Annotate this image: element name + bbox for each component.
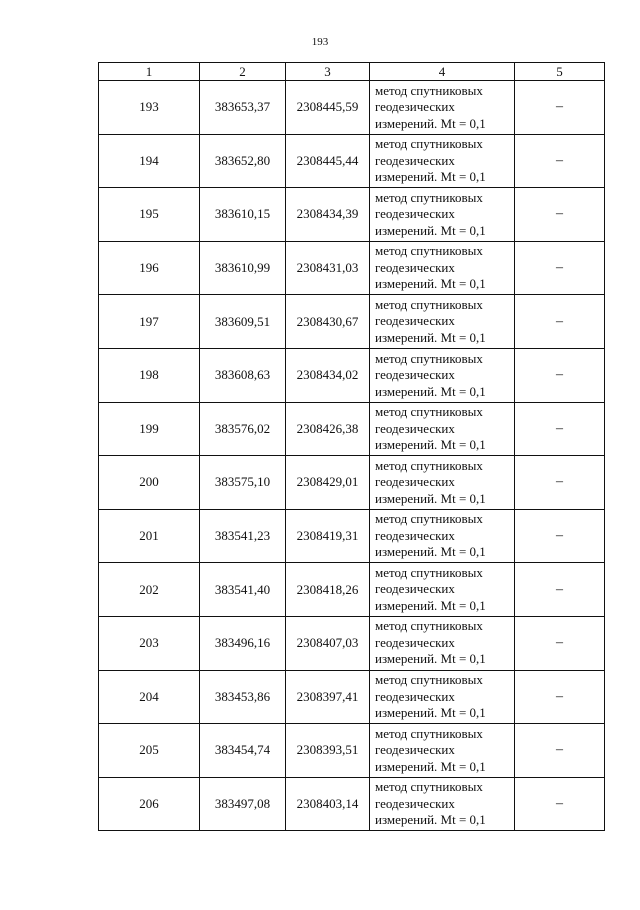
method-text-line: измерений. Mt = 0,1 xyxy=(375,383,486,399)
method-cell xyxy=(370,724,515,778)
method-cell xyxy=(370,456,515,510)
x-coordinate-cell: 383608,63 xyxy=(200,348,286,402)
note-cell: – xyxy=(515,295,605,349)
note-cell: – xyxy=(515,81,605,135)
y-coordinate-cell: 2308407,03 xyxy=(286,616,370,670)
method-cell xyxy=(370,777,515,831)
point-number-cell: 203 xyxy=(99,616,200,670)
method-text-line: измерений. Mt = 0,1 xyxy=(375,597,486,613)
note-cell: – xyxy=(515,616,605,670)
method-cell xyxy=(370,670,515,724)
table-row xyxy=(99,616,605,670)
table-row xyxy=(99,777,605,831)
point-number-cell: 206 xyxy=(99,777,200,831)
table-row xyxy=(99,670,605,724)
y-coordinate-cell: 2308426,38 xyxy=(286,402,370,456)
point-number-cell: 195 xyxy=(99,188,200,242)
x-coordinate-cell: 383497,08 xyxy=(200,777,286,831)
method-text-line: метод спутниковых xyxy=(375,779,483,795)
method-text-line: метод спутниковых xyxy=(375,725,483,741)
note-cell: – xyxy=(515,134,605,188)
y-coordinate-cell: 2308418,26 xyxy=(286,563,370,617)
column-header-note: 5 xyxy=(515,63,605,81)
method-text-line: геодезических xyxy=(375,527,455,543)
table-header-row xyxy=(99,63,605,81)
method-text-line: измерений. Mt = 0,1 xyxy=(375,758,486,774)
x-coordinate-cell: 383576,02 xyxy=(200,402,286,456)
method-cell xyxy=(370,188,515,242)
method-text-line: метод спутниковых xyxy=(375,564,483,580)
y-coordinate-cell: 2308431,03 xyxy=(286,241,370,295)
table-row xyxy=(99,456,605,510)
x-coordinate-cell: 383454,74 xyxy=(200,724,286,778)
method-text-line: метод спутниковых xyxy=(375,404,483,420)
y-coordinate-cell: 2308393,51 xyxy=(286,724,370,778)
table-body xyxy=(99,81,605,831)
x-coordinate-cell: 383653,37 xyxy=(200,81,286,135)
y-coordinate-cell: 2308429,01 xyxy=(286,456,370,510)
note-cell: – xyxy=(515,456,605,510)
point-number-cell: 194 xyxy=(99,134,200,188)
page-number: 193 xyxy=(311,36,329,48)
table-row xyxy=(99,402,605,456)
method-text-line: геодезических xyxy=(375,634,455,650)
method-text-line: геодезических xyxy=(375,420,455,436)
table-row xyxy=(99,724,605,778)
method-text-line: геодезических xyxy=(375,581,455,597)
point-number-cell: 204 xyxy=(99,670,200,724)
x-coordinate-cell: 383610,99 xyxy=(200,241,286,295)
table-row xyxy=(99,241,605,295)
method-cell xyxy=(370,81,515,135)
note-cell: – xyxy=(515,241,605,295)
x-coordinate-cell: 383541,23 xyxy=(200,509,286,563)
note-cell: – xyxy=(515,509,605,563)
note-cell: – xyxy=(515,348,605,402)
x-coordinate-cell: 383609,51 xyxy=(200,295,286,349)
method-text-line: измерений. Mt = 0,1 xyxy=(375,329,486,345)
method-text-line: измерений. Mt = 0,1 xyxy=(375,490,486,506)
method-text-line: измерений. Mt = 0,1 xyxy=(375,705,486,721)
x-coordinate-cell: 383610,15 xyxy=(200,188,286,242)
point-number-cell: 205 xyxy=(99,724,200,778)
method-text-line: геодезических xyxy=(375,259,455,275)
method-text-line: геодезических xyxy=(375,313,455,329)
method-text-line: метод спутниковых xyxy=(375,457,483,473)
y-coordinate-cell: 2308434,39 xyxy=(286,188,370,242)
y-coordinate-cell: 2308397,41 xyxy=(286,670,370,724)
note-cell: – xyxy=(515,188,605,242)
method-text-line: геодезических xyxy=(375,688,455,704)
method-cell xyxy=(370,616,515,670)
method-text-line: метод спутниковых xyxy=(375,511,483,527)
method-text-line: геодезических xyxy=(375,206,455,222)
method-cell xyxy=(370,563,515,617)
method-text-line: метод спутниковых xyxy=(375,136,483,152)
point-number-cell: 193 xyxy=(99,81,200,135)
method-text-line: измерений. Mt = 0,1 xyxy=(375,169,486,185)
method-text-line: метод спутниковых xyxy=(375,350,483,366)
point-number-cell: 198 xyxy=(99,348,200,402)
method-cell xyxy=(370,402,515,456)
method-text-line: метод спутниковых xyxy=(375,296,483,312)
method-text-line: измерений. Mt = 0,1 xyxy=(375,222,486,238)
method-text-line: измерений. Mt = 0,1 xyxy=(375,437,486,453)
method-text-line: геодезических xyxy=(375,99,455,115)
column-header-y-coordinate: 3 xyxy=(286,63,370,81)
note-cell: – xyxy=(515,777,605,831)
column-header-point-number: 1 xyxy=(99,63,200,81)
point-number-cell: 201 xyxy=(99,509,200,563)
method-text-line: измерений. Mt = 0,1 xyxy=(375,544,486,560)
table-row xyxy=(99,295,605,349)
method-text-line: геодезических xyxy=(375,474,455,490)
method-cell xyxy=(370,241,515,295)
method-text-line: геодезических xyxy=(375,367,455,383)
note-cell: – xyxy=(515,670,605,724)
method-cell xyxy=(370,134,515,188)
x-coordinate-cell: 383575,10 xyxy=(200,456,286,510)
point-number-cell: 202 xyxy=(99,563,200,617)
table-row xyxy=(99,134,605,188)
method-cell xyxy=(370,348,515,402)
x-coordinate-cell: 383453,86 xyxy=(200,670,286,724)
y-coordinate-cell: 2308430,67 xyxy=(286,295,370,349)
y-coordinate-cell: 2308445,59 xyxy=(286,81,370,135)
y-coordinate-cell: 2308403,14 xyxy=(286,777,370,831)
method-text-line: измерений. Mt = 0,1 xyxy=(375,115,486,131)
x-coordinate-cell: 383541,40 xyxy=(200,563,286,617)
method-text-line: измерений. Mt = 0,1 xyxy=(375,651,486,667)
note-cell: – xyxy=(515,402,605,456)
method-text-line: геодезических xyxy=(375,795,455,811)
point-number-cell: 196 xyxy=(99,241,200,295)
table-row xyxy=(99,563,605,617)
column-header-method: 4 xyxy=(370,63,515,81)
table-row xyxy=(99,188,605,242)
point-number-cell: 200 xyxy=(99,456,200,510)
method-text-line: измерений. Mt = 0,1 xyxy=(375,812,486,828)
method-text-line: метод спутниковых xyxy=(375,618,483,634)
y-coordinate-cell: 2308434,02 xyxy=(286,348,370,402)
coordinates-table xyxy=(98,62,605,831)
method-text-line: измерений. Mt = 0,1 xyxy=(375,276,486,292)
note-cell: – xyxy=(515,724,605,778)
x-coordinate-cell: 383652,80 xyxy=(200,134,286,188)
note-cell: – xyxy=(515,563,605,617)
method-text-line: метод спутниковых xyxy=(375,672,483,688)
method-cell xyxy=(370,295,515,349)
table-row xyxy=(99,509,605,563)
y-coordinate-cell: 2308419,31 xyxy=(286,509,370,563)
x-coordinate-cell: 383496,16 xyxy=(200,616,286,670)
method-text-line: метод спутниковых xyxy=(375,243,483,259)
table-row xyxy=(99,81,605,135)
method-text-line: метод спутниковых xyxy=(375,189,483,205)
method-text-line: геодезических xyxy=(375,742,455,758)
table-row xyxy=(99,348,605,402)
method-text-line: метод спутниковых xyxy=(375,82,483,98)
point-number-cell: 197 xyxy=(99,295,200,349)
column-header-x-coordinate: 2 xyxy=(200,63,286,81)
method-text-line: геодезических xyxy=(375,152,455,168)
method-cell xyxy=(370,509,515,563)
y-coordinate-cell: 2308445,44 xyxy=(286,134,370,188)
point-number-cell: 199 xyxy=(99,402,200,456)
